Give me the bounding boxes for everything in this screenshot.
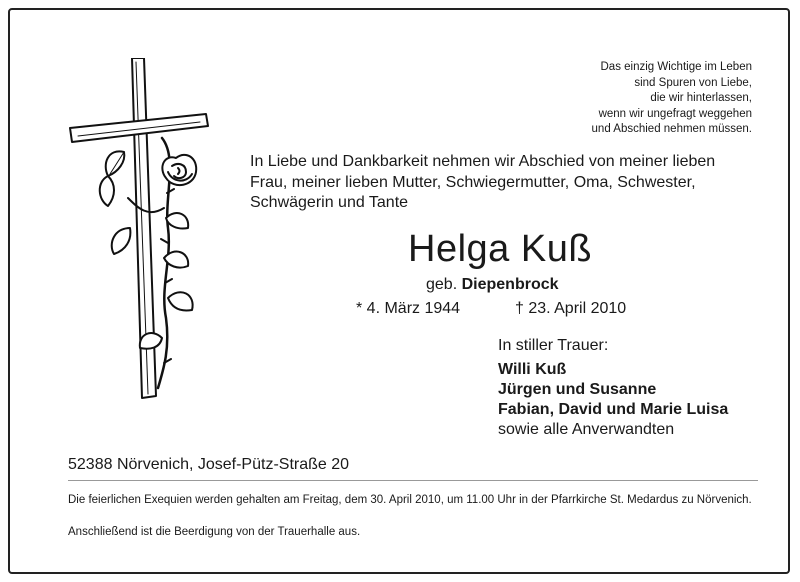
mourner-name: Fabian, David und Marie Luisa bbox=[498, 401, 729, 418]
burial-text: Anschließend ist die Beerdigung von der Trauerhalle aus. bbox=[68, 526, 361, 538]
obituary-card bbox=[8, 8, 790, 574]
poem-line: die wir hinterlassen, bbox=[650, 92, 752, 104]
poem-line: und Abschied nehmen müssen. bbox=[591, 123, 752, 135]
mourner-name: Jürgen und Susanne bbox=[498, 381, 657, 398]
birth-date: * 4. März 1944 bbox=[356, 300, 461, 317]
intro-line: In Liebe und Dankbarkeit nehmen wir Abschied von meiner lieben bbox=[250, 153, 716, 170]
divider bbox=[68, 480, 758, 481]
death-date: † 23. April 2010 bbox=[514, 300, 627, 317]
mourner-name: Willi Kuß bbox=[498, 361, 567, 378]
poem-line: wenn wir ungefragt weggehen bbox=[598, 107, 752, 120]
maiden-prefix: geb. bbox=[426, 276, 458, 293]
cross-with-roses-icon bbox=[68, 58, 218, 418]
maiden-surname: Diepenbrock bbox=[461, 276, 559, 293]
poem-line: sind Spuren von Liebe, bbox=[634, 76, 752, 89]
intro-line: Schwägerin und Tante bbox=[250, 194, 409, 211]
intro-text bbox=[250, 152, 760, 214]
mourners-names bbox=[498, 360, 728, 420]
mourners-closing: sowie alle Anverwandten bbox=[498, 421, 675, 438]
life-dates bbox=[356, 300, 626, 318]
intro-line: Frau, meiner lieben Mutter, Schwiegermutter, Oma, Schwester, bbox=[250, 173, 696, 191]
poem bbox=[480, 60, 752, 138]
mourners-block bbox=[498, 336, 728, 440]
deceased-name: Helga Kuß bbox=[408, 228, 593, 270]
address: 52388 Nörvenich, Josef-Pütz-Straße 20 bbox=[68, 456, 350, 473]
mourners-heading: In stiller Trauer: bbox=[498, 337, 609, 354]
maiden-name bbox=[426, 276, 559, 294]
service-text: Die feierlichen Exequien werden gehalten am Freitag, dem 30. April 2010, um 11.00 Uhr in der Pfarrkirche St. Medardus zu Nörvenich. bbox=[68, 494, 752, 506]
poem-line: Das einzig Wichtige im Leben bbox=[600, 61, 752, 73]
